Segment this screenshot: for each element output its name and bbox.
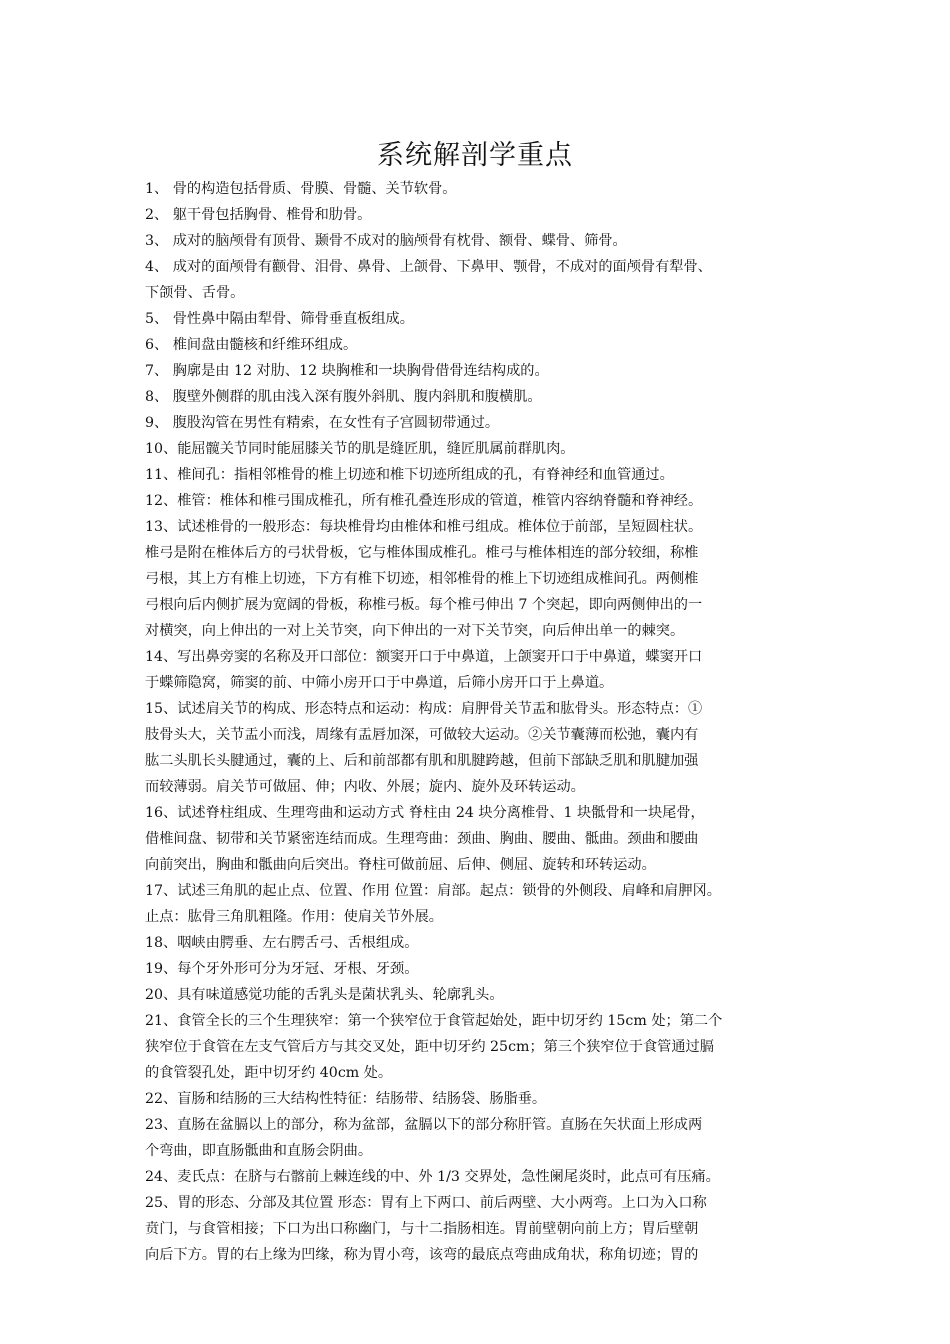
list-item <box>145 982 820 1008</box>
list-item-line: 10、能屈髋关节同时能屈膝关节的肌是缝匠肌，缝匠肌属前群肌肉。 <box>145 441 575 457</box>
list-item <box>145 228 820 254</box>
list-item <box>145 514 820 644</box>
list-item-line: 的食管裂孔处，距中切牙约 40cm 处。 <box>145 1065 393 1081</box>
list-item-line: 12、椎管：椎体和椎弓围成椎孔，所有椎孔叠连形成的管道，椎管内容纳脊髓和脊神经。 <box>145 493 703 509</box>
list-item <box>145 1164 820 1190</box>
list-item <box>145 384 820 410</box>
list-item-line: 椎弓是附在椎体后方的弓状骨板，它与椎体围成椎孔。椎弓与椎体相连的部分较细，称椎 <box>145 545 699 561</box>
list-item <box>145 254 820 306</box>
list-item <box>145 644 820 696</box>
list-item-line: 贲门，与食管相接；下口为出口称幽门，与十二指肠相连。胃前壁朝向前上方；胃后壁朝 <box>145 1221 699 1237</box>
list-item <box>145 930 820 956</box>
list-item-line: 24、麦氏点：在脐与右髂前上棘连线的中、外 1/3 交界处，急性阑尾炎时，此点可有压痛。 <box>145 1169 720 1185</box>
list-item-line: 下颌骨、舌骨。 <box>145 285 245 301</box>
list-item-line: 11、椎间孔：指相邻椎骨的椎上切迹和椎下切迹所组成的孔，有脊神经和血管通过。 <box>145 467 674 483</box>
list-item-line: 13、试述椎骨的一般形态：每块椎骨均由椎体和椎弓组成。椎体位于前部，呈短圆柱状。 <box>145 519 703 535</box>
list-item-line: 15、试述肩关节的构成、形态特点和运动：构成：肩胛骨关节盂和肱骨头。形态特点：① <box>145 701 703 717</box>
list-item-line: 14、写出鼻旁窦的名称及开口部位：额窦开口于中鼻道，上颌窦开口于中鼻道，蝶窦开口 <box>145 649 703 665</box>
list-item-line: 8、 腹壁外侧群的肌由浅入深有腹外斜肌、腹内斜肌和腹横肌。 <box>145 389 542 405</box>
list-item-line: 25、胃的形态、分部及其位置 形态：胃有上下两口、前后两壁、大小两弯。上口为入口称 <box>145 1195 707 1211</box>
list-item-line: 4、 成对的面颅骨有颧骨、泪骨、鼻骨、上颌骨、下鼻甲、颚骨，不成对的面颅骨有犁骨、 <box>145 259 712 275</box>
page-title: 系统解剖学重点 <box>377 140 573 171</box>
list-item-line: 9、 腹股沟管在男性有精索，在女性有子宫圆韧带通过。 <box>145 415 500 431</box>
list-item <box>145 462 820 488</box>
list-item-line: 狭窄位于食管在左支气管后方与其交叉处，距中切牙约 25cm；第三个狭窄位于食管通过膈 <box>145 1039 714 1055</box>
list-item-line: 17、试述三角肌的起止点、位置、作用 位置：肩部。起点：锁骨的外侧段、肩峰和肩胛冈。 <box>145 883 721 899</box>
list-item-line: 16、试述脊柱组成、生理弯曲和运动方式 脊柱由 24 块分离椎骨、1 块骶骨和一块尾骨， <box>145 805 705 821</box>
list-item <box>145 1190 820 1268</box>
list-item-line: 2、 躯干骨包括胸骨、椎骨和肋骨。 <box>145 207 372 223</box>
list-item-line: 3、 成对的脑颅骨有顶骨、颞骨不成对的脑颅骨有枕骨、额骨、蝶骨、筛骨。 <box>145 233 627 249</box>
list-item-line: 7、 胸廓是由 12 对肋、12 块胸椎和一块胸骨借骨连结构成的。 <box>145 363 549 379</box>
list-item-line: 弓根，其上方有椎上切迹，下方有椎下切迹，相邻椎骨的椎上下切迹组成椎间孔。两侧椎 <box>145 571 699 587</box>
list-item <box>145 800 820 878</box>
list-item-line: 向后下方。胃的右上缘为凹缘，称为胃小弯，该弯的最底点弯曲成角状，称角切迹；胃的 <box>145 1247 699 1263</box>
list-item <box>145 488 820 514</box>
list-item <box>145 358 820 384</box>
list-item-line: 弓根向后内侧扩展为宽阔的骨板，称椎弓板。每个椎弓伸出 7 个突起，即向两侧伸出的一 <box>145 597 703 613</box>
list-item-line: 向前突出，胸曲和骶曲向后突出。脊柱可做前屈、后伸、侧屈、旋转和环转运动。 <box>145 857 656 873</box>
list-item <box>145 1112 820 1164</box>
list-item-line: 22、盲肠和结肠的三大结构性特征：结肠带、结肠袋、肠脂垂。 <box>145 1091 547 1107</box>
list-item <box>145 332 820 358</box>
list-item <box>145 1008 820 1086</box>
list-item-line: 20、具有味道感觉功能的舌乳头是菌状乳头、轮廓乳头。 <box>145 987 504 1003</box>
list-item <box>145 410 820 436</box>
list-item-line: 于蝶筛隐窝，筛窦的前、中筛小房开口于中鼻道，后筛小房开口于上鼻道。 <box>145 675 614 691</box>
list-item <box>145 956 820 982</box>
list-item-line: 6、 椎间盘由髓核和纤维环组成。 <box>145 337 358 353</box>
list-item-line: 5、 骨性鼻中隔由犁骨、筛骨垂直板组成。 <box>145 311 414 327</box>
list-item-line: 23、直肠在盆膈以上的部分，称为盆部，盆膈以下的部分称肝管。直肠在矢状面上形成两 <box>145 1117 703 1133</box>
list-item <box>145 878 820 930</box>
list-item <box>145 1086 820 1112</box>
list-item-line: 19、每个牙外形可分为牙冠、牙根、牙颈。 <box>145 961 419 977</box>
list-item <box>145 306 820 332</box>
list-item <box>145 436 820 462</box>
list-item-line: 个弯曲，即直肠骶曲和直肠会阴曲。 <box>145 1143 373 1159</box>
document-body <box>145 176 820 1268</box>
list-item-line: 止点：肱骨三角肌粗隆。作用：使肩关节外展。 <box>145 909 443 925</box>
list-item-line: 对横突，向上伸出的一对上关节突，向下伸出的一对下关节突，向后伸出单一的棘突。 <box>145 623 685 639</box>
list-item <box>145 202 820 228</box>
list-item-line: 18、咽峡由腭垂、左右腭舌弓、舌根组成。 <box>145 935 419 951</box>
list-item <box>145 696 820 800</box>
list-item-line: 1、 骨的构造包括骨质、骨膜、骨髓、关节软骨。 <box>145 181 457 197</box>
list-item-line: 借椎间盘、韧带和关节紧密连结而成。生理弯曲：颈曲、胸曲、腰曲、骶曲。颈曲和腰曲 <box>145 831 699 847</box>
list-item <box>145 176 820 202</box>
list-item-line: 而较薄弱。肩关节可做屈、伸；内收、外展；旋内、旋外及环转运动。 <box>145 779 585 795</box>
list-item-line: 21、食管全长的三个生理狭窄：第一个狭窄位于食管起始处，距中切牙约 15cm 处；第二个 <box>145 1013 723 1029</box>
list-item-line: 肢骨头大，关节盂小而浅，周缘有盂唇加深，可做较大运动。②关节囊薄而松弛，囊内有 <box>145 727 699 743</box>
list-item-line: 肱二头肌长头腱通过，囊的上、后和前部都有肌和肌腱跨越，但前下部缺乏肌和肌腱加强 <box>145 753 699 769</box>
